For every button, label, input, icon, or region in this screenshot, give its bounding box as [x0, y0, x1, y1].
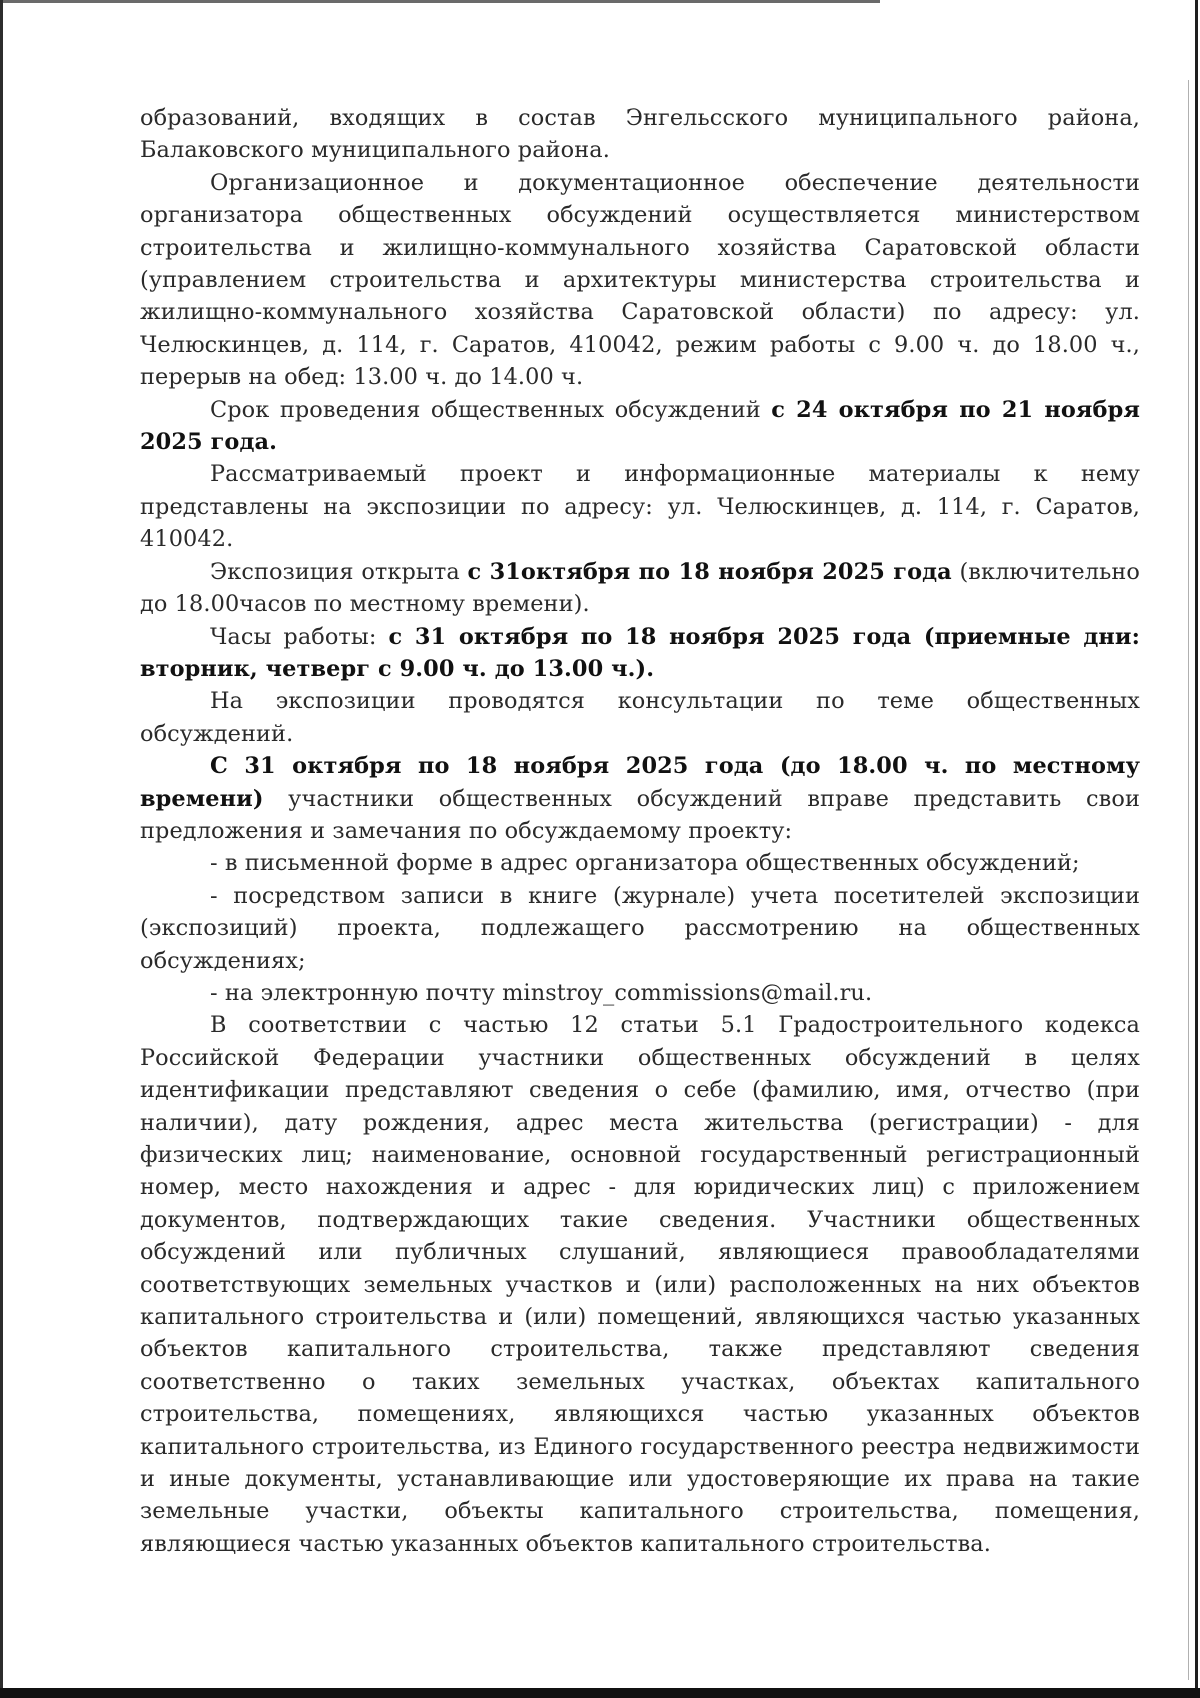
scan-edge-right-inner — [1188, 80, 1189, 1680]
list-item-visitor-book: - посредством записи в книге (журнале) учета посетителей экспозиции (экспозиций) проекта, подлежащего рассмотрению на общественных обсуждениях; — [140, 882, 1140, 974]
scan-edge-right — [1195, 0, 1198, 1698]
scan-edge-left — [0, 0, 3, 1698]
exhibition-open-note: (включительно до 18.00часов по местному времени). — [140, 558, 1140, 618]
working-hours-value: с 31 октября по 18 ноября 2025 года (приемные дни: вторник, четверг с 9.00 ч. до 13.00 ч.). — [140, 623, 1140, 682]
document-body — [140, 102, 1140, 1560]
discussion-period-label: Срок проведения общественных обсуждений — [210, 396, 772, 423]
paragraph-identification: В соответствии с частью 12 статьи 5.1 Градостроительного кодекса Российской Федерации участники общественных обсуждений в целях идентификации представляют сведения о себе (фамилию, имя, отчество (при наличии), дату рождения, адрес места жительства (регистрации) - для физических лиц; наименование, основной государственный регистрационный номер, место нахождения и адрес - для юридических лиц) с приложением документов, подтверждающих такие сведения. Участники общественных обсуждений или публичных слушаний, являющиеся правообладателями соответствующих земельных участков и (или) расположенных на них объектов капитального строительства и (или) помещений, являющихся частью указанных объектов капитального строительства, также представляют сведения соответственно о таких земельных участках, объектах капитального строительства, помещениях, являющихся частью указанных объектов капитального строительства, из Единого государственного реестра недвижимости и иные документы, устанавливающие или удостоверяющие их права на такие земельные участки, объекты капитального строительства, помещения, являющиеся частью указанных объектов капитального строительства. — [140, 1012, 1140, 1557]
paragraph-exhibition-location: Рассматриваемый проект и информационные материалы к нему представлены на экспозиции по адресу: ул. Челюскинцев, д. 114, г. Саратов, 410042. — [140, 461, 1140, 553]
working-hours-label: Часы работы: — [210, 623, 389, 650]
scan-edge-top — [0, 0, 880, 3]
exhibition-open-label: Экспозиция открыта — [210, 558, 468, 585]
list-item-email: - на электронную почту minstroy_commissions@mail.ru. — [210, 979, 873, 1006]
paragraph-exhibition-open — [140, 556, 1140, 621]
proposals-period-dates: С 31 октября по 18 ноября 2025 года (до 18.00 ч. по местному времени) — [140, 753, 1140, 812]
paragraph-municipal-districts: образований, входящих в состав Энгельсского муниципального района, Балаковского муниципального района. — [140, 105, 1140, 164]
paragraph-discussion-period — [140, 394, 1140, 459]
proposals-period-text: участники общественных обсуждений вправе представить свои предложения и замечания по обсуждаемому проекту: — [140, 785, 1140, 844]
list-item-written-form: - в письменной форме в адрес организатора общественных обсуждений; — [210, 850, 1080, 877]
paragraph-working-hours — [140, 621, 1140, 686]
discussion-period-dates: с 24 октября по 21 ноября 2025 года. — [140, 396, 1140, 456]
paragraph-organizer: Организационное и документационное обеспечение деятельности организатора общественных обсуждений осуществляется министерством строительства и жилищно-коммунального хозяйства Саратовской области (управлением строительства и архитектуры министерства строительства и жилищно-коммунального хозяйства Саратовской области) по адресу: ул. Челюскинцев, д. 114, г. Саратов, 410042, режим работы с 9.00 ч. до 18.00 ч., перерыв на обед: 13.00 ч. до 14.00 ч. — [140, 169, 1140, 391]
scan-edge-bottom — [0, 1688, 1200, 1698]
paragraph-proposals-period — [140, 750, 1140, 847]
paragraph-consultations: На экспозиции проводятся консультации по теме общественных обсуждений. — [140, 688, 1140, 747]
exhibition-open-dates: с 31октября по 18 ноября 2025 года — [467, 558, 952, 585]
